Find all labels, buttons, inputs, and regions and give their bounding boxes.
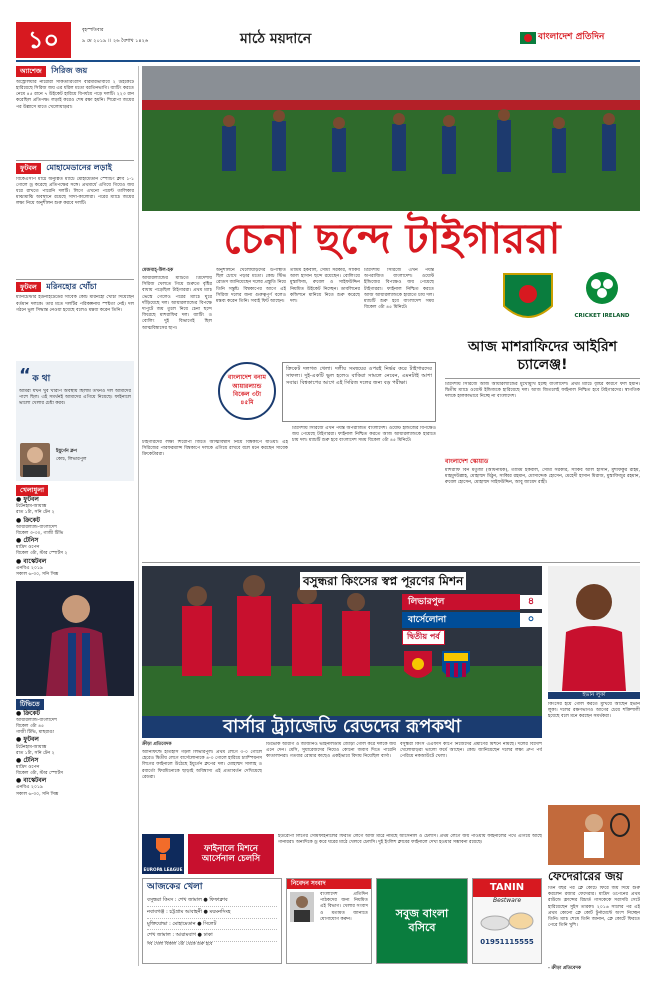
liverpool-col-3: বসুন্ধরা কিংস এএফসি কাপে নিজেদের প্রমাণের মিশনে নামছে। দলের বিদেশি খেলোয়াড়রা ভালো ফর্মে আছেন। কোচ জানিয়েছেন দলের লক্ষ্য গ্রুপ পর্ব পেরিয়ে নকআউটে খেলা।	[400, 742, 542, 760]
column-divider	[138, 66, 139, 966]
shamrock-icon	[570, 270, 634, 310]
listing-line: এনবিএ ২০১৯	[16, 785, 43, 791]
main-col-3: তামিম ইকবাল, সৌম্য সরকার, সাকিব আল হাসান ছন্দে রয়েছেন। বোলিংয়ে মুস্তাফিজ, রুবেল ও সাইফউদ্দিন নিয়মিত উইকেট নিচ্ছেন। ডাবলিনের কন্ডিশনে মানিয়ে নিতে শুরু করেছে দল।	[290, 268, 360, 304]
tv-list	[16, 710, 134, 798]
quote-label: ক থা	[32, 374, 51, 385]
paper-name: বাংলাদেশ প্রতিদিন	[538, 32, 605, 42]
story-body: অস্ট্রেলিয়ার নারোরা সাকতারিংরাস বারমারভাবাবে ২ উইকেটে হারিয়েছে সিরিজ জয় এর ধরিল মতো বরতিনভাগি। ব্যাটিং করতে নেমে ৪৫ রানে ৭ উইকেট হারিয়ে বিপর্যয়ে পড়ে দলটি। ২২৩ রান করেছিল প্রতিপক্ষ। লড়াই করেও শেষ রক্ষা হয়নি। শিরোপা জয়ের পর উল্লাসে মাতে খেলোয়াড়রা।	[16, 79, 134, 110]
fixtures-list	[16, 496, 134, 578]
europa-label: EUROPA LEAGUE	[143, 867, 183, 873]
federer-headline: ফেদেরারের জয়	[548, 869, 623, 883]
ad-green	[376, 878, 468, 964]
europa-trophy-icon	[142, 834, 184, 864]
side-squad: মাশরাফি বিন মর্তুজা (অধিনায়ক), তামিম ইকবাল, সৌম্য সরকার, সাকিব আল হাসান, মুশফিকুর রহিম, মাহমুদউল্লাহ, মোহাম্মদ মিঠুন, সাব্বির রহমান, মোসাদ্দেক হোসেন, মেহেদী হাসান মিরাজ, মুস্তাফিজুর রহমান, রুবেল হোসেন, মোহাম্মদ সাইফউদ্দিন, আবু জায়েদ রাহী।	[445, 468, 640, 486]
listing-line: টটেনহাম-আয়াক্স	[16, 504, 47, 510]
tableware-icon	[473, 905, 543, 935]
listing-head: ● ক্রিকেট	[16, 709, 40, 717]
federer-byline: - ক্রীড়া প্রতিবেদক	[548, 966, 582, 971]
story-tag: অ্যাশেজ	[16, 66, 46, 77]
side-headline	[445, 338, 640, 374]
score-row	[402, 612, 542, 628]
federer-photo	[548, 805, 640, 865]
tanin-brand: TANIN	[473, 879, 541, 897]
story-tag: ফুটবল	[16, 282, 41, 293]
team2-name: বার্সেলোনা	[402, 612, 520, 628]
today-item: নবাবগঞ্জ : চট্টগ্রাম আবাহনী ● ময়মনসিংহ	[147, 907, 277, 919]
listing-line: এনবিএ ২০১৯	[16, 565, 43, 571]
story-ashes	[16, 66, 134, 158]
barcelona-crest-icon	[440, 649, 472, 685]
main-col-6: ত্রিদেশীয় সিরিজে এখন পর্যন্ত অপরাজিত বাংলাদেশ। ওয়েস্ট ইন্ডিজের বিপক্ষেও জয় পেয়েছে টাইগাররা। ফাইনাল নিশ্চিত করতে আজ আয়ারল্যান্ডকে হারাতে চায় দল। ম্যাচটি শুরু হবে বাংলাদেশ সময় বিকেল ৩টা ৪৫ মিনিটে।	[292, 426, 436, 444]
player-portrait-icon	[548, 566, 640, 691]
listing-line: মাদ্রিদ ওপেন	[16, 545, 40, 551]
listing-line: বিকেল ৩-৩০, গাজী টিভি	[16, 530, 64, 536]
match-callout-text: বাংলাদেশ বনাম আয়ারল্যান্ড বিকেল ৩টা ৪৫মি	[227, 374, 267, 407]
player-caption: ইভান লুকা	[548, 692, 640, 699]
listing-line: রাত ১টা, সনি টেন ২	[16, 510, 55, 516]
story-title: সিরিজ জয়	[51, 66, 88, 75]
tanin-phone: 01951115555	[480, 937, 534, 946]
story-body: ম্যানচেস্টার ইউনাইটেডের সাবেক কোচ মরিনহো খোঁচা দিয়েছেন বর্তমান দলকে। তার মতে দলটির পরিকল্পনায় স্পষ্টতা নেই। দল গঠনে ভুল সিদ্ধান্ত নেওয়া হয়েছে বলেও মন্তব্য করেন তিনি।	[16, 295, 134, 313]
listing-line: আয়ারল্যান্ড-বাংলাদেশ	[16, 524, 57, 530]
listing-head: ● ফুটবল	[16, 496, 39, 504]
leg-label: দ্বিতীয় পর্ব	[402, 630, 445, 645]
today-item: মুক্তিযোদ্ধা : মোহামেডান ● সিলেট	[147, 919, 277, 931]
training-photo-icon	[142, 66, 640, 211]
today-note: সব খেলা বিকাল ৩টা থেকে শুরু হবে	[147, 942, 213, 948]
listing-line: বিকেল ৩টা, স্টার স্পোর্টস	[16, 771, 64, 777]
arsenal-box	[188, 834, 274, 874]
liverpool-col-4: কিংসের হয়ে গোল করতে মুখিয়ে আছেন ইভান লুকা। দলের রক্ষণভাগও আগের চেয়ে শক্তিশালী হয়েছে বলে মনে করছেন সমর্থকরা।	[548, 702, 640, 720]
ad-tanin	[472, 878, 542, 964]
paper-logo	[520, 26, 640, 50]
team-logos	[440, 270, 640, 332]
story-title: মরিনহোর খোঁচা	[46, 281, 97, 291]
match-callout	[218, 362, 276, 420]
listing-head: ● বাস্কেটবল	[16, 557, 47, 565]
quote-body: আমরা যখন খুব খারাপ অবস্থায় ছিলাম তখনও দল আমাদের পাশে ছিল। এই সমর্থনই আমাদের এগিয়ে নিয়েছে। ফাইনালে ভালো খেলার চেষ্টা করব।	[19, 388, 131, 407]
quote-person: ইয়ুর্গেন ক্লপ	[56, 449, 78, 455]
listing-line: টটেনহাম-আয়াক্স	[16, 744, 47, 750]
fixtures-title: খেলাধুলা	[16, 485, 48, 496]
fixtures-box	[16, 485, 134, 578]
main-col-2: অনুশীলনে খেলোয়াড়দের উপস্থিতি ছিল চোখে পড়ার মতো। কোচ স্টিভ রোডস জানিয়েছেন দলের প্রস্তুতি নিয়ে তিনি সন্তুষ্ট। বিশ্বকাপের আগে এই সিরিজ দলের জন্য গুরুত্বপূর্ণ বলেও মন্তব্য করেন তিনি। সবাই ফিট আছেন।	[216, 268, 286, 304]
section-title: মাঠে ময়দানে	[240, 31, 312, 47]
listing-line: গাজী টিভি, মাছরাঙা	[16, 730, 54, 736]
left-column	[16, 66, 134, 966]
story-title: মোহামেডানের লড়াই	[46, 162, 112, 172]
side-rule	[445, 378, 640, 379]
liverpool-crest-icon	[402, 649, 434, 685]
liverpool-banner-text: বার্সার ট্র্যাজেডি রেডদের রূপকথা	[223, 716, 461, 737]
notice-body: বাংলাদেশ প্রতিদিন পাঠকদের জন্য নিয়মিত এই বিভাগ। খেলার সংবাদ ও মতামত জানাতে যোগাযোগ করুন।	[320, 892, 368, 922]
main-byline: মেজবাহ্-উল-হক	[142, 268, 174, 273]
listing-head: ● ফুটবল	[16, 736, 39, 744]
club-crests	[402, 649, 542, 685]
team1-name: লিভারপুল	[402, 594, 520, 610]
listing-line: সকাল ৬-৩০, সনি সিক্স	[16, 791, 59, 797]
tennis-player-icon	[548, 805, 640, 865]
listing-line: আয়ারল্যান্ড-বাংলাদেশ	[16, 717, 57, 723]
header-date: ৯ মে ২০১৯ ।। ২৬ বৈশাখ ১৪২৬	[82, 38, 149, 44]
side-headline-text: আজ মাশরাফিদের আইরিশ চ্যালেঞ্জ!	[467, 339, 617, 373]
notice-box	[286, 878, 372, 964]
player-photo-icon	[16, 581, 134, 696]
player-photo	[548, 566, 640, 691]
listing-line: মাদ্রিদ ওপেন	[16, 765, 40, 771]
boxed-story: ক্রিকেট দলগত খেলা। দলীয় সমন্বয়ের ওপরই নির্ভর করে টাইগারদের সাফল্য। দুই-একটি ভুল হলেও বাকিরা সামলে নেবেন, এমনটাই আশা সবার। বিশ্বকাপের আগে এই সিরিজ দলের জন্য বড় পরীক্ষা।	[282, 362, 436, 422]
quote-role: কোচ, লিভারপুল	[56, 457, 87, 463]
story-mourinho	[16, 282, 134, 356]
section-rule	[142, 562, 640, 563]
listing-line: রাত ১টা, সনি টেন ২	[16, 750, 55, 756]
tv-title: টিভিতে	[16, 699, 44, 710]
listing-head: ● ক্রিকেট	[16, 516, 40, 524]
team1-score: ৪	[520, 595, 542, 609]
side-body: ত্রিদেশীয় সিরিজে আজ আয়ারল্যান্ডের মুখোমুখি হচ্ছে বাংলাদেশ। প্রথম ম্যাচে বৃষ্টির কারণে ফল হয়নি। দ্বিতীয় ম্যাচে ওয়েস্ট ইন্ডিজকে হারিয়েছে দল। আজ জিতলেই ফাইনাল নিশ্চিত হবে টাইগারদের। স্বাগতিক দলকে হালকাভাবে নিচ্ছে না বাংলাদেশ।	[445, 382, 640, 400]
quote-avatar	[20, 443, 50, 477]
messi-photo	[16, 581, 134, 696]
listing-line: বিকেল ৩টা, স্টার স্পোর্টস ২	[16, 551, 68, 557]
story-tag: ফুটবল	[16, 163, 41, 174]
story-body: বিকেএসপি মাঠে অনুষ্ঠিত ম্যাচে মোহামেডান স্পোর্টিং ক্লাব ১-১ গোলে ড্র করেছে প্রতিপক্ষের সঙ্গে। প্রথমার্ধে এগিয়ে গিয়েও জয় ধরে রাখতে পারেনি দলটি। লিগে এখনো পয়েন্ট তালিকার মাঝামাঝি অবস্থানে রয়েছে সাদা-কালোরা। পরের ম্যাচে জয়ের লক্ষ্য নিয়ে অনুশীলন শুরু করবে দলটি।	[16, 176, 134, 207]
page-number: ১০	[27, 26, 60, 54]
quote-mark-icon: “	[19, 365, 31, 387]
liverpool-headline	[300, 572, 540, 590]
listing-line: বিকেল ৩টা ৪৫	[16, 724, 45, 730]
training-photo	[142, 66, 640, 211]
main-col-5: টাইগারদের লক্ষ্য শিরোপা জিতে আত্মবিশ্বাস নিয়ে বিশ্বকাপে যাওয়া। এই সিরিজের পারফরম্যান্স বিশ্বকাপে দলকে এগিয়ে রাখবে বলে মনে করছেন সাবেক ক্রিকেটাররা।	[142, 440, 288, 458]
main-col-4: ত্রিদেশীয় সিরিজে এখন পর্যন্ত অপরাজিত বাংলাদেশ। ওয়েস্ট ইন্ডিজের বিপক্ষেও জয় পেয়েছে টাইগাররা। ফাইনাল নিশ্চিত করতে আজ আয়ারল্যান্ডকে হারাতে চায় দল। ম্যাচটি শুরু হবে বাংলাদেশ সময় বিকেল ৩টা ৪৫ মিনিটে।	[364, 268, 434, 311]
quote-box	[16, 361, 134, 481]
today-item: বসুন্ধরা কিংস : শেখ জামাল ● ফিফাক্লাব	[147, 895, 277, 907]
page-number-badge	[16, 22, 71, 58]
header-day: বৃহস্পতিবার	[82, 28, 104, 33]
listing-head: ● টেনিস	[16, 537, 39, 545]
today-games-title: আজকের খেলা	[147, 882, 203, 892]
tanin-sub: Bestware	[492, 896, 522, 904]
person-icon	[290, 892, 314, 922]
liverpool-headline-text: বসুন্ধরা কিংসের স্বপ্ন পূরণের মিশন	[300, 572, 466, 590]
header-rule	[16, 60, 640, 62]
team2-score: ০	[520, 613, 542, 627]
liverpool-byline: ক্রীড়া প্রতিবেদক	[142, 742, 172, 747]
europa-logo	[142, 834, 184, 874]
side-squad-head: বাংলাদেশ স্কোয়াড	[445, 458, 489, 465]
main-col-1: আয়ারল্যান্ডের মাটিতে ত্রিদেশীয় সিরিজ খেলতে গিয়ে শুরুতে বৃষ্টির বাধায় পড়েছিল টাইগাররা। প্রথম ম্যাচ ভেস্তে গেলেও পরের ম্যাচে ঘুরে দাঁড়িয়েছে দল। আয়ারল্যান্ডের বিপক্ষে দাপুটে জয় তুলে নিয়ে চেনা ছন্দে ফিরেছে মাশরাফির দল। ব্যাটিং ও বোলিং দুই বিভাগেই ছিল আত্মবিশ্বাসের ছাপ।	[142, 276, 212, 331]
arsenal-body: ইউরোপা লিগের সেমিফাইনালের ফিরতি লেগে আজ মাঠে নামছে আর্সেনাল ও চেলসি। প্রথম লেগে জয় পাওয়ায় ফাইনালের পথে এগিয়ে আছে গানাররা। অন্যদিকে ড্র করে ঘরের মাঠে খেলবে চেলসি। দুই ইংলিশ ক্লাবের ফাইনালে দেখা হওয়ার সম্ভাবনা রয়েছে।	[278, 834, 542, 846]
arsenal-box-text: ফাইনালে মিশনে আর্সেনাল চেলসি	[201, 844, 261, 864]
main-headline: চেনা ছন্দে টাইগাররা	[223, 214, 561, 263]
ad-green-text: সবুজ বাংলা বসিবে	[395, 907, 449, 934]
liverpool-banner	[142, 716, 542, 738]
today-games-box	[142, 878, 282, 964]
notice-title: নিবেদন সংবাদ	[287, 879, 371, 889]
scoreboard	[402, 594, 542, 685]
notice-avatar	[290, 892, 314, 922]
federer-body: তিন বছর পর ক্লে কোর্টে ফিরে জয় দিয়ে শুরু করলেন রজার ফেদেরার। মাদ্রিদ ওপেনের প্রথম রাউন্ডে ফ্রান্সের রিচার্ড গাসকেকে সরাসরি সেটে হারিয়েছেন সুইস তারকা। ২০১৬ সালের পর এই প্রথম কোনো ক্লে কোর্ট টুর্নামেন্টে অংশ নিচ্ছেন তিনি। ম্যাচ শেষে তিনি জানান, ক্লে কোর্টে ফিরতে পেরে তিনি খুশি।	[548, 886, 640, 929]
listing-head: ● টেনিস	[16, 756, 39, 764]
today-item: শেখ জামাল : আরামবাগ ● ঢাকা	[147, 930, 277, 942]
score-row	[402, 594, 542, 610]
listing-head: ● বাস্কেটবল	[16, 777, 47, 785]
cricket-ireland-logo	[570, 270, 634, 330]
liverpool-col-2: ডিভোক অরিগি ও জর্জিনিও ভাইনালডাম জোড়া গোল করে দলকে জয় এনে দেন। মেসি, সুয়ারেজদের নিয়েও কোনো জবাব দিতে পারেনি কাতালানরা। গতবার রোমার কাছেও একইভাবে বিদায় নিয়েছিল বার্সা।	[266, 742, 396, 760]
main-headline-wrap	[142, 214, 642, 264]
story-mohammedan	[16, 163, 134, 277]
ireland-label: CRICKET IRELAND	[574, 313, 630, 320]
listing-line: সকাল ৬-৩০, সনি সিক্স	[16, 571, 59, 577]
bcb-logo-icon	[500, 270, 556, 328]
today-list	[143, 895, 281, 942]
liverpool-col-1: অ্যানফিল্ডে ইতিহাস গড়ল লিভারপুল। প্রথম লেগে ৩-০ গোলে হেরেও দ্বিতীয় লেগে বার্সেলোনাকে ৪-০ গোলে হারিয়ে চ্যাম্পিয়নস লিগের ফাইনালে উঠেছে ইয়ুর্গেন ক্লপের দল। মোহাম্মদ সালাহ ও রবার্তো ফিরমিনোকে ছাড়াই অবিশ্বাস্য এই প্রত্যাবর্তন দেখিয়েছে রেডরা।	[142, 750, 262, 780]
tv-box	[16, 699, 134, 798]
